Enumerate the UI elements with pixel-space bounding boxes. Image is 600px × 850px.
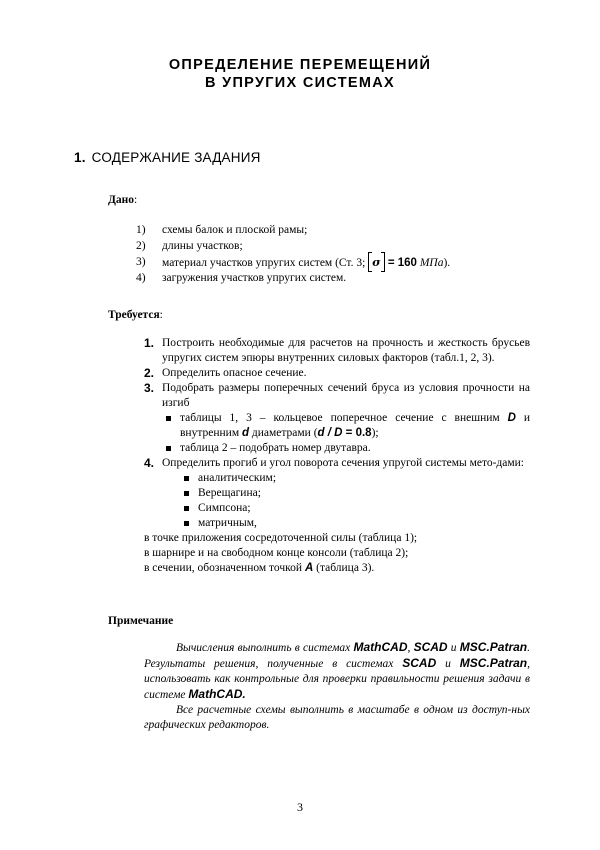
outer-diameter-symbol: D [507,412,516,424]
given-label [108,193,137,208]
method-item [162,501,530,516]
square-bullet-icon [166,446,171,451]
required-label-text: Требуется [108,309,160,321]
required-item-4 [144,456,530,531]
required-item-1 [144,336,530,366]
method-text: аналитическим; [198,472,277,484]
required-label-colon: : [159,309,163,321]
material-text: материал участков упругих систем (Ст. 3; [162,257,369,269]
section-title: СОДЕРЖАНИЕ ЗАДАНИЯ [91,150,261,165]
list-item-text: длины участков; [162,240,243,252]
location-text-end: (таблица 3). [313,562,375,574]
material-text-end: ). [443,257,451,269]
item-text: Определить прогиб и угол поворота сечения упругой системы мето-дами: [162,457,525,469]
method-item [162,471,530,486]
note-text: и [436,658,460,670]
bullet-item [162,411,530,441]
note-paragraph-2: Все расчетные схемы выполнить в масштабе в одном из доступ-ных графических редакторов. [144,704,530,731]
list-item-text: загружения участков упругих систем. [162,272,347,284]
section-heading [74,150,261,165]
required-list [144,336,530,576]
square-bullet-icon [166,416,171,421]
document-title-line-2: В УПРУГИХ СИСТЕМАХ [205,75,395,91]
note-text: и [447,642,460,654]
item-text: Построить необходимые для расчетов на прочность и жесткость брусьев упругих систем эпюры внутренних силовых факторов (табл.1, 2, 3). [162,337,530,364]
note-body [144,640,530,733]
note-text: Вычисления выполнить в системах [176,642,354,654]
item-text: Определить опасное сечение. [162,367,307,379]
method-text: матричным, [198,517,257,529]
document-title-line-1: ОПРЕДЕЛЕНИЕ ПЕРЕМЕЩЕНИЙ [168,57,432,73]
page-number: 3 [297,800,303,814]
list-item-text [162,254,450,270]
mathcad-name: MathCAD [353,640,408,654]
given-list [136,222,516,286]
note-text: , использовать как контрольные для проверки правильности решения задачи в системе [144,658,531,701]
bullet-item [162,441,530,456]
scad-name: SCAD [402,656,437,670]
square-bullet-icon [184,476,189,481]
given-label-colon: : [134,194,138,206]
list-item-number: 3) [136,256,146,268]
item-number: 3. [144,381,155,395]
list-item-number: 2) [136,240,146,252]
allowable-stress-value: = 160 [384,257,417,269]
required-item-2 [144,366,530,381]
stress-unit: МПа [416,257,444,269]
inner-diameter-symbol: d [241,427,250,439]
list-item-text: схемы балок и плоской рамы; [162,224,308,236]
location-line [144,561,530,576]
bullet-text: таблицы 1, 3 – кольцевое поперечное сечение с внешним [180,412,508,424]
note-label: Примечание [108,615,174,627]
bullet-text: таблица 2 – подобрать номер двутавра. [180,442,371,454]
method-text: Симпсона; [198,502,251,514]
note-text: , [407,642,414,654]
diameter-ratio-value: = 0.8 [342,427,372,439]
required-item-3 [144,381,530,456]
given-label-text: Дано [108,194,135,206]
item-number: 2. [144,366,155,380]
location-text: в сечении, обозначенном точкой [144,562,305,574]
method-item [162,516,530,531]
method-item [162,486,530,501]
location-line: в шарнире и на свободном конце консоли (таблица 2); [144,547,409,559]
mathcad-name: MathCAD. [188,687,246,701]
list-item [136,270,516,286]
scad-name: SCAD [413,640,448,654]
bullet-text: и внутренним [180,412,530,439]
allowable-stress-symbol: σ [369,254,383,270]
point-a-symbol: A [304,562,314,574]
list-item [136,238,516,254]
list-item-number: 4) [136,272,146,284]
msc-patran-name: MSC.Patran [459,640,528,654]
diameter-ratio: d / D [317,427,343,439]
list-item [136,254,516,270]
method-text: Верещагина; [198,487,261,499]
required-label [108,308,163,323]
location-line: в точке приложения сосредоточенной силы (таблица 1); [144,532,418,544]
item-number: 4. [144,456,155,470]
note-text: . Результаты решения, полученные в системах [144,642,531,670]
item-number: 1. [144,336,155,350]
item-text: Подобрать размеры поперечных сечений бруса из условия прочности на изгиб [162,382,530,409]
bullet-text: диаметрами ( [249,427,318,439]
list-item [136,222,516,238]
bullet-text-end: ); [371,427,379,439]
section-number: 1. [74,150,86,165]
msc-patran-name: MSC.Patran [459,656,528,670]
square-bullet-icon [184,506,189,511]
list-item-number: 1) [136,224,146,236]
square-bullet-icon [184,491,189,496]
note-paragraph-1 [144,640,530,703]
square-bullet-icon [184,521,189,526]
